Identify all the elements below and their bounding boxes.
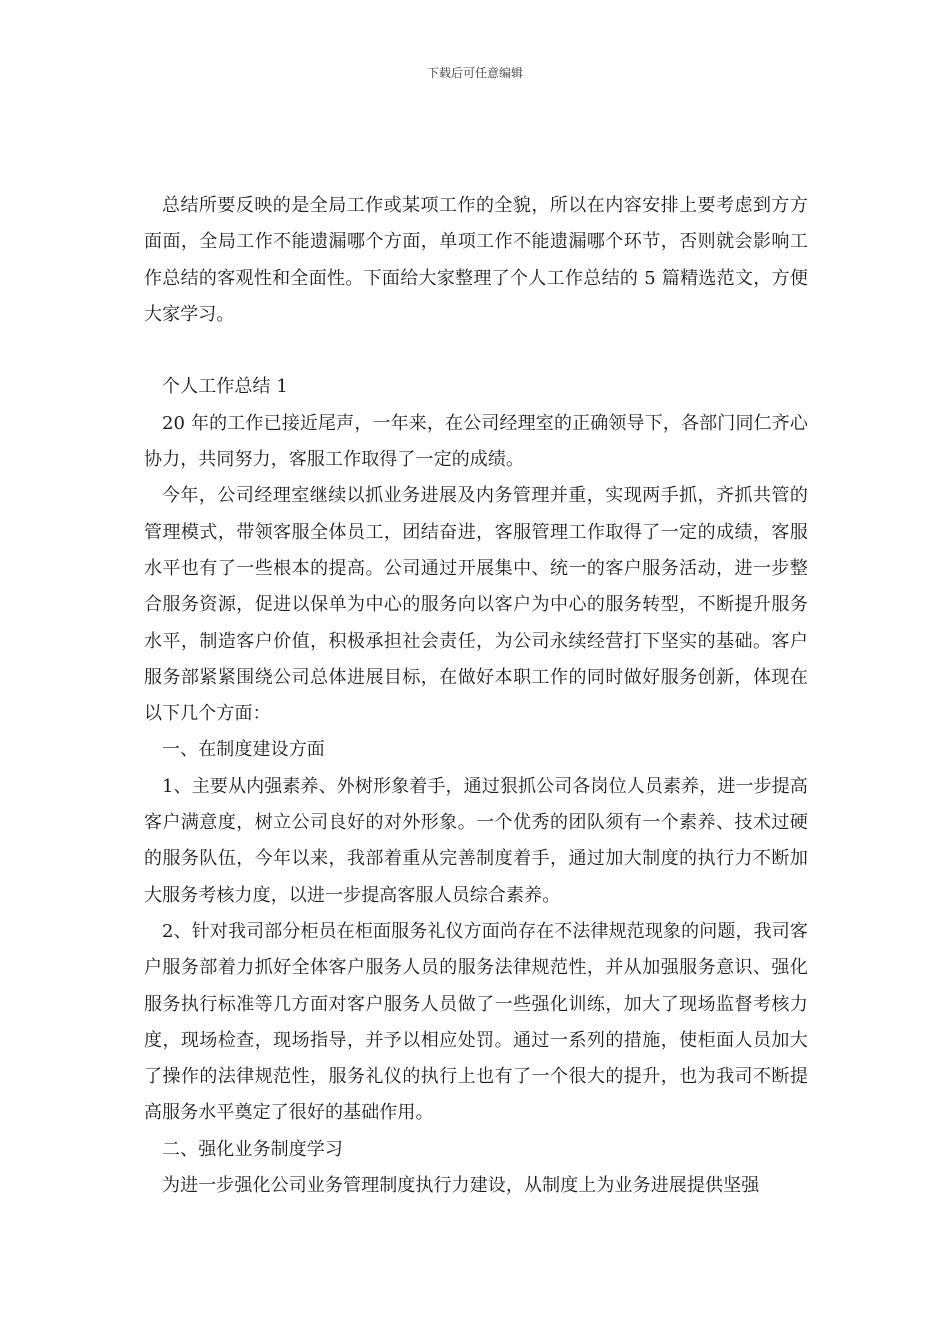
- section-title: 个人工作总结 1: [162, 376, 288, 398]
- paragraph: 20 年的工作已接近尾声，一年来，在公司经理室的正确领导下，各部门同仁齐心协力，共同努力，客服工作取得了一定的成绩。: [144, 412, 808, 471]
- page-header: 下载后可任意编辑: [426, 66, 523, 80]
- paragraph: 为进一步强化公司业务管理制度执行力建设，从制度上为业务进展提供坚强: [162, 1175, 760, 1197]
- subheading: 一、在制度建设方面: [162, 739, 325, 761]
- subheading: 二、强化业务制度学习: [162, 1138, 343, 1160]
- paragraph: 2、针对我司部分柜员在柜面服务礼仪方面尚存在不法律规范现象的问题，我司客户服务部着力抓好全体客户服务人员的服务法律规范性，并从加强服务意识、强化服务执行标准等几方面对客户服务人员做了一些强化训练，加大了现场监督考核力度，现场检查，现场指导，并予以相应处罚。通过一系列的措施，使柜面人员加大了操作的法律规范性，服务礼仪的执行上也有了一个很大的提升，也为我司不断提高服务水平奠定了很好的基础作用。: [144, 920, 808, 1124]
- document-body: [144, 188, 808, 1204]
- intro-paragraph: 总结所要反映的是全局工作或某项工作的全貌，所以在内容安排上要考虑到方方面面，全局工作不能遗漏哪个方面，单项工作不能遗漏哪个环节，否则就会影响工作总结的客观性和全面性。下面给大家整理了个人工作总结的 5 篇精选范文，方便大家学习。: [144, 195, 808, 325]
- paragraph: 1、主要从内强素养、外树形象着手，通过狠抓公司各岗位人员素养，进一步提高客户满意度，树立公司良好的对外形象。一个优秀的团队须有一个素养、技术过硬的服务队伍，今年以来，我部着重从完善制度着手，通过加大制度的执行力不断加大服务考核力度，以进一步提高客服人员综合素养。: [144, 775, 808, 906]
- paragraph: 今年，公司经理室继续以抓业务进展及内务管理并重，实现两手抓，齐抓共管的管理模式，带领客服全体员工，团结奋进，客服管理工作取得了一定的成绩，客服水平也有了一些根本的提高。公司通过开展集中、统一的客户服务活动，进一步整合服务资源，促进以保单为中心的服务向以客户为中心的服务转型，不断提升服务水平，制造客户价值，积极承担社会责任，为公司永续经营打下坚实的基础。客户服务部紧紧围绕公司总体进展目标，在做好本职工作的同时做好服务创新，体现在以下几个方面：: [144, 485, 808, 725]
